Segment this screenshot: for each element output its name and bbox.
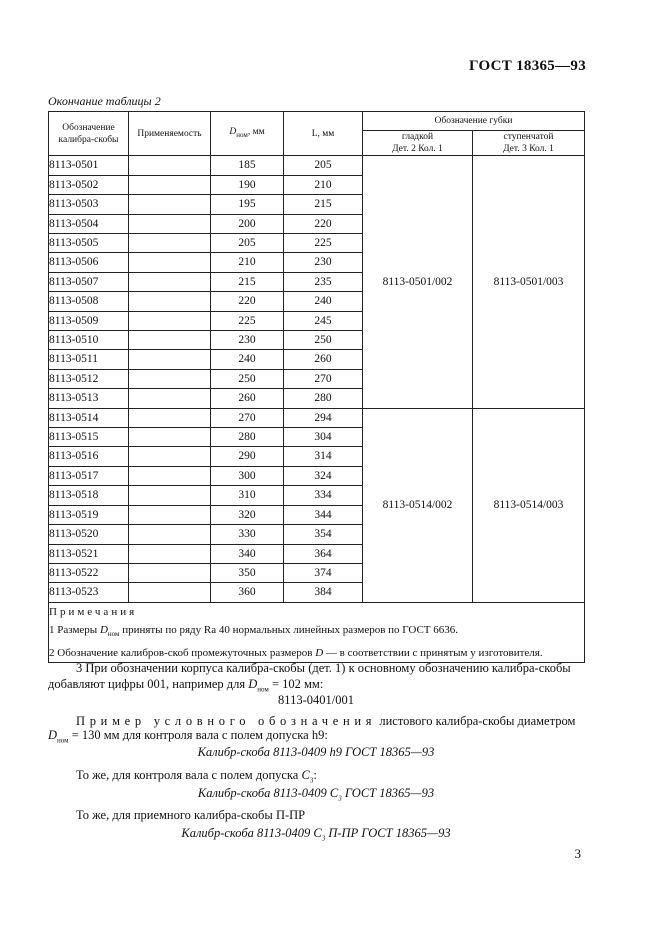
cell-l: 260 [284, 350, 363, 369]
cell-designation: 8113-0514 [49, 408, 129, 427]
cell-designation: 8113-0502 [49, 175, 129, 194]
cell-d-nom: 240 [211, 350, 284, 369]
cell-d-nom: 260 [211, 389, 284, 408]
p3-sub: ном [257, 685, 269, 694]
cell-l: 374 [284, 563, 363, 582]
cell-designation: 8113-0519 [49, 505, 129, 524]
header-stepped [473, 131, 585, 156]
note-2-var: D [315, 646, 324, 659]
example-rest-2: = 130 мм для контроля вала с полем допуска h9: [68, 728, 328, 742]
standard-code: ГОСТ 18365—93 [468, 58, 586, 74]
cell-applicability [129, 466, 211, 485]
cell-applicability [129, 311, 211, 330]
header-jaw-group: Обозначение губки [363, 112, 585, 131]
cell-d-nom: 350 [211, 563, 284, 582]
note-1-var: D [99, 624, 108, 637]
note-2-prefix: 2 Обозначение калибров-скоб промежуточных размеров [49, 646, 316, 659]
smooth-part: Дет. 2 Кол. 1 [392, 144, 443, 155]
cell-designation: 8113-0501 [49, 156, 129, 175]
cell-l: 354 [284, 525, 363, 544]
cell-designation: 8113-0508 [49, 292, 129, 311]
cell-l: 245 [284, 311, 363, 330]
designation-3-sub: 3 [321, 834, 326, 843]
cell-d-nom: 270 [211, 408, 284, 427]
cell-designation: 8113-0509 [49, 311, 129, 330]
cell-designation: 8113-0503 [49, 195, 129, 214]
cell-l: 324 [284, 466, 363, 485]
cell-l: 235 [284, 272, 363, 291]
cell-l: 240 [284, 292, 363, 311]
same-c3-end: : [313, 768, 317, 782]
designation-2-b: ГОСТ 18365—93 [341, 786, 435, 800]
cell-d-nom: 200 [211, 214, 284, 233]
cell-applicability [129, 369, 211, 388]
cell-d-nom: 290 [211, 447, 284, 466]
cell-d-nom: 230 [211, 331, 284, 350]
cell-applicability [129, 486, 211, 505]
designation-2-var: C [329, 786, 339, 800]
cell-designation: 8113-0520 [49, 525, 129, 544]
cell-applicability [129, 447, 211, 466]
cell-l: 314 [284, 447, 363, 466]
cell-l: 205 [284, 156, 363, 175]
designation-example-2 [48, 786, 584, 803]
note-1 [49, 621, 584, 644]
note-1-sub: ном [107, 630, 120, 639]
designation-3-var: C [313, 826, 322, 840]
cell-applicability [129, 583, 211, 602]
header-applicability: Применяемость [129, 112, 211, 156]
header-d-nom [211, 112, 284, 156]
note-2-rest: — в соответствии с принятым у изготовителя. [323, 646, 543, 659]
cell-applicability [129, 408, 211, 427]
cell-d-nom: 215 [211, 272, 284, 291]
cell-designation: 8113-0523 [49, 583, 129, 602]
designation-3-a: Калибр-скоба 8113-0409 [181, 826, 314, 840]
stepped-label: ступенчатой [503, 132, 554, 143]
cell-l: 215 [284, 195, 363, 214]
header-l: L, мм [284, 112, 363, 156]
cell-applicability [129, 272, 211, 291]
notes-title: Примечания [49, 605, 138, 618]
cell-applicability [129, 234, 211, 253]
d-unit: , мм [247, 127, 265, 138]
cell-designation: 8113-0505 [49, 234, 129, 253]
smooth-label: гладкой [401, 132, 434, 143]
cell-d-nom: 310 [211, 486, 284, 505]
d-symbol: D [229, 127, 237, 138]
cell-applicability [129, 195, 211, 214]
cell-d-nom: 210 [211, 253, 284, 272]
same-c3-var: C [301, 768, 310, 782]
cell-d-nom: 190 [211, 175, 284, 194]
p3-var: D [248, 677, 258, 691]
cell-applicability [129, 563, 211, 582]
cell-l: 225 [284, 234, 363, 253]
cell-applicability [129, 544, 211, 563]
designation-3-b: П-ПР ГОСТ 18365—93 [325, 826, 451, 840]
table-caption: Окончание таблицы 2 [48, 94, 161, 108]
cell-d-nom: 330 [211, 525, 284, 544]
cell-designation: 8113-0504 [49, 214, 129, 233]
p3-text-b: = 102 мм: [268, 677, 324, 691]
paragraph-3-line-1: 3 При обозначении корпуса калибра-скобы (дет. 1) к основному обозначению калибра-скобы [76, 661, 571, 675]
cell-designation: 8113-0516 [49, 447, 129, 466]
cell-designation: 8113-0522 [49, 563, 129, 582]
cell-d-nom: 220 [211, 292, 284, 311]
cell-designation: 8113-0510 [49, 331, 129, 350]
cell-applicability [129, 175, 211, 194]
cell-applicability [129, 389, 211, 408]
cell-l: 220 [284, 214, 363, 233]
cell-d-nom: 205 [211, 234, 284, 253]
cell-smooth-jaw: 8113-0514/002 [363, 408, 473, 602]
cell-applicability [129, 331, 211, 350]
same-c3-text: То же, для контроля вала с полем допуска [76, 768, 302, 782]
example-var: D [48, 728, 58, 742]
cell-designation: 8113-0506 [49, 253, 129, 272]
cell-applicability [129, 505, 211, 524]
cell-d-nom: 360 [211, 583, 284, 602]
same-c3-sub: 3 [309, 776, 314, 785]
cell-applicability [129, 156, 211, 175]
cell-l: 364 [284, 544, 363, 563]
cell-designation: 8113-0515 [49, 428, 129, 447]
cell-designation: 8113-0518 [49, 486, 129, 505]
cell-stepped-jaw: 8113-0514/003 [473, 408, 585, 602]
cell-d-nom: 250 [211, 369, 284, 388]
page-number: 3 [574, 846, 581, 861]
cell-smooth-jaw: 8113-0501/002 [363, 156, 473, 408]
cell-designation: 8113-0517 [49, 466, 129, 485]
example-rest: листового калибра-скобы диаметром [376, 714, 576, 728]
cell-d-nom: 300 [211, 466, 284, 485]
table-row [49, 156, 585, 175]
designation-2-a: Калибр-скоба 8113-0409 [197, 786, 330, 800]
header-designation: Обозначение калибра-скобы [49, 112, 129, 156]
table-row [49, 408, 585, 427]
example-sub: ном [57, 736, 69, 745]
cell-l: 344 [284, 505, 363, 524]
cell-stepped-jaw: 8113-0501/003 [473, 156, 585, 408]
notes-cell [49, 602, 585, 662]
cell-d-nom: 195 [211, 195, 284, 214]
cell-applicability [129, 428, 211, 447]
same-acceptance-line: То же, для приемного калибра-скобы П-ПР [76, 808, 306, 822]
cell-l: 210 [284, 175, 363, 194]
p3-text-a: добавляют цифры 001, например для [48, 677, 249, 691]
cell-designation: 8113-0513 [49, 389, 129, 408]
cell-applicability [129, 214, 211, 233]
cell-d-nom: 340 [211, 544, 284, 563]
cell-l: 334 [284, 486, 363, 505]
cell-l: 304 [284, 428, 363, 447]
cell-l: 250 [284, 331, 363, 350]
designation-example-1: Калибр-скоба 8113-0409 h9 ГОСТ 18365—93 [197, 745, 435, 759]
cell-applicability [129, 350, 211, 369]
cell-designation: 8113-0507 [49, 272, 129, 291]
cell-applicability [129, 253, 211, 272]
cell-d-nom: 225 [211, 311, 284, 330]
example-lead: Пример условного обозначения [76, 714, 377, 728]
cell-l: 384 [284, 583, 363, 602]
cell-d-nom: 185 [211, 156, 284, 175]
cell-d-nom: 320 [211, 505, 284, 524]
d-subscript: ном [236, 131, 248, 140]
cell-l: 270 [284, 369, 363, 388]
cell-designation: 8113-0521 [49, 544, 129, 563]
cell-l: 230 [284, 253, 363, 272]
cell-l: 280 [284, 389, 363, 408]
designation-2-sub: 3 [338, 794, 342, 803]
cell-applicability [129, 525, 211, 544]
note-1-rest: приняты по ряду Ra 40 нормальных линейных размеров по ГОСТ 6636. [119, 624, 459, 637]
cell-applicability [129, 292, 211, 311]
cell-d-nom: 280 [211, 428, 284, 447]
stepped-part: Дет. 3 Кол. 1 [503, 144, 554, 155]
header-smooth [363, 131, 473, 156]
cell-designation: 8113-0511 [49, 350, 129, 369]
cell-l: 294 [284, 408, 363, 427]
spec-table [48, 111, 585, 663]
cell-designation: 8113-0512 [49, 369, 129, 388]
code-example: 8113-0401/001 [278, 693, 354, 707]
designation-example-3 [48, 826, 584, 843]
note-1-prefix: 1 Размеры [49, 624, 100, 637]
